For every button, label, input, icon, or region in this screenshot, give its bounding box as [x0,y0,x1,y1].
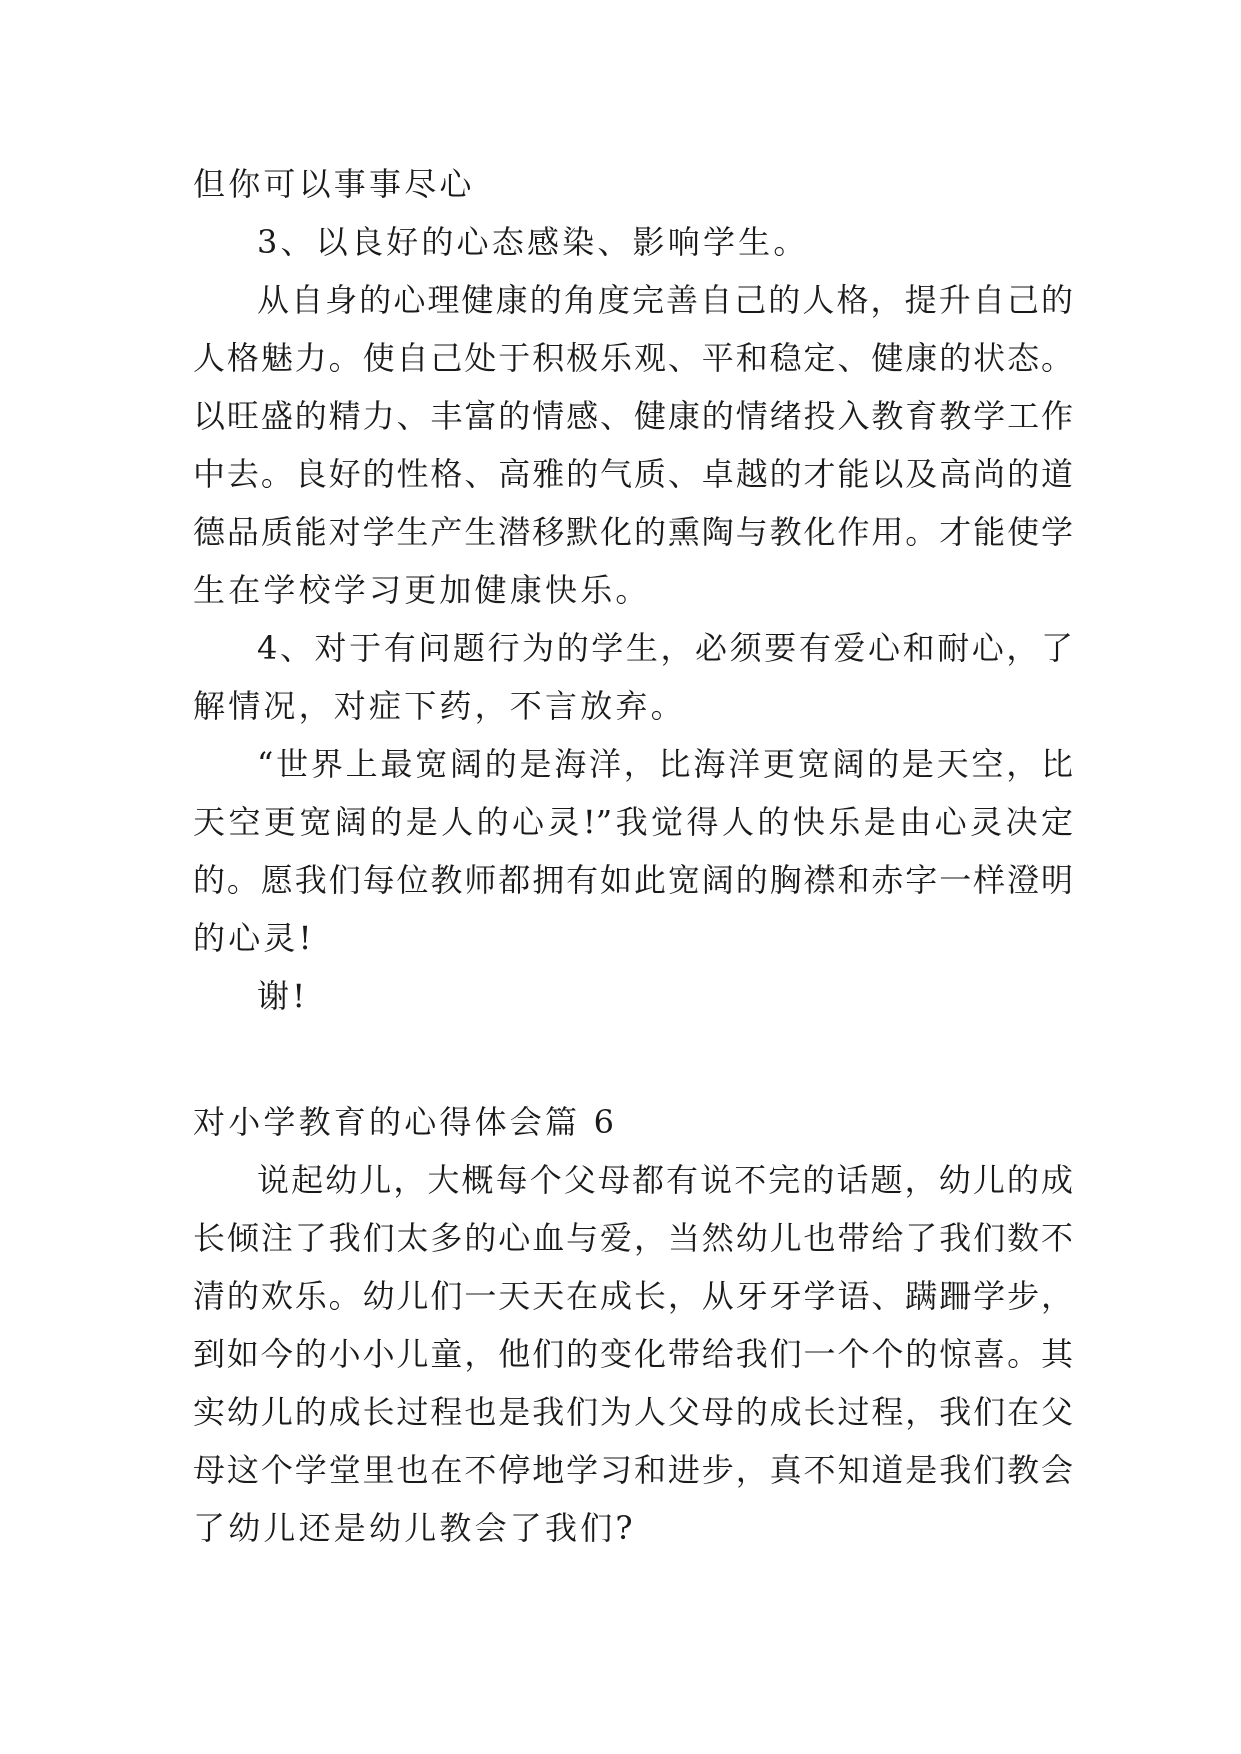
text-line: 的心灵! [193,919,315,957]
text-line: 德品质能对学生产生潜移默化的熏陶与教化作用。才能使学 [193,513,1073,551]
text-line: 到如今的小小儿童，他们的变化带给我们一个个的惊喜。其 [193,1335,1073,1373]
section-heading: 对小学教育的心得体会篇 6 [193,1103,618,1141]
text-line: 清的欢乐。幼儿们一天天在成长，从牙牙学语、蹒跚学步， [193,1277,1073,1315]
text-line: 4、对于有问题行为的学生，必须要有爱心和耐心，了 [257,629,1073,667]
text-line: 了幼儿还是幼儿教会了我们? [193,1509,636,1547]
text-line: 中去。良好的性格、高雅的气质、卓越的才能以及高尚的道 [193,455,1073,493]
text-line: 生在学校学习更加健康快乐。 [193,571,651,609]
text-line: 谢! [257,977,309,1015]
text-line: 长倾注了我们太多的心血与爱，当然幼儿也带给了我们数不 [193,1219,1073,1257]
text-line: 天空更宽阔的是人的心灵!”我觉得人的快乐是由心灵决定 [193,803,1073,841]
text-line: 3、以良好的心态感染、影响学生。 [257,223,809,261]
text-line: 的。愿我们每位教师都拥有如此宽阔的胸襟和赤字一样澄明 [193,861,1073,899]
text-line: 以旺盛的精力、丰富的情感、健康的情绪投入教育教学工作 [193,397,1073,435]
text-line: 说起幼儿，大概每个父母都有说不完的话题，幼儿的成 [257,1161,1073,1199]
text-line: 但你可以事事尽心 [193,165,475,203]
text-line: 解情况，对症下药，不言放弃。 [193,687,686,725]
text-line: 人格魅力。使自己处于积极乐观、平和稳定、健康的状态。 [193,339,1073,377]
text-line: 母这个学堂里也在不停地学习和进步，真不知道是我们教会 [193,1451,1073,1489]
text-line: “世界上最宽阔的是海洋，比海洋更宽阔的是天空，比 [257,745,1073,783]
text-line: 从自身的心理健康的角度完善自己的人格，提升自己的 [257,281,1073,319]
text-line: 实幼儿的成长过程也是我们为人父母的成长过程，我们在父 [193,1393,1073,1431]
